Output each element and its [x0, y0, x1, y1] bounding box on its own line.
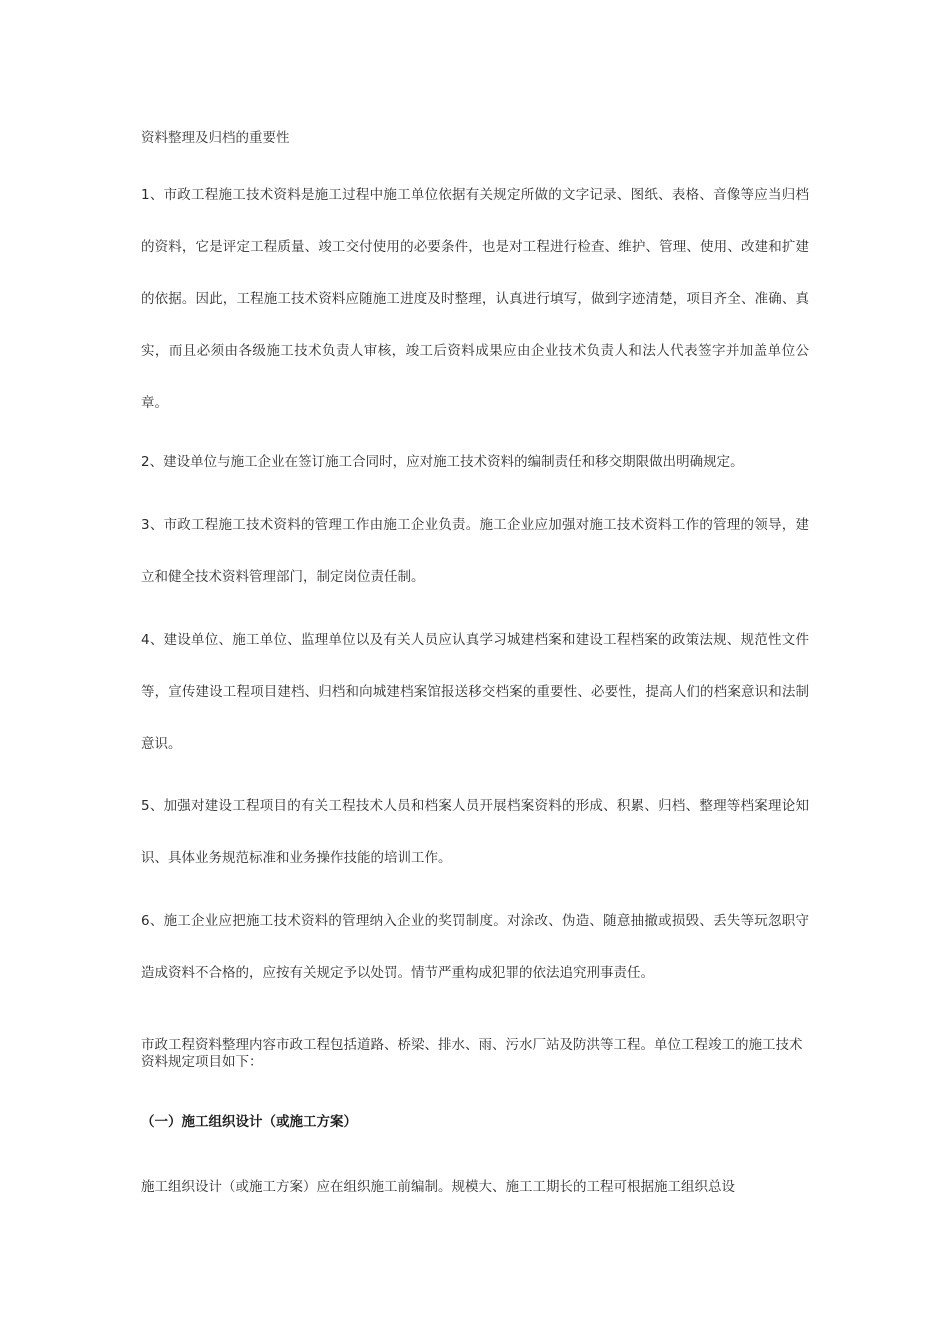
- document-title: 资料整理及归档的重要性: [141, 130, 290, 146]
- section-body: 施工组织设计（或施工方案）应在组织施工前编制。规模大、施工工期长的工程可根据施工组织总设: [141, 1179, 735, 1195]
- section-heading: （一）施工组织设计（或施工方案）: [141, 1114, 357, 1130]
- paragraph-item-1: 1、市政工程施工技术资料是施工过程中施工单位依据有关规定所做的文字记录、图纸、表格、音像等应当归档的资料，它是评定工程质量、竣工交付使用的必要条件，也是对工程进行检查、维护、管理、使用、改建和扩建的依据。因此，工程施工技术资料应随施工进度及时整理，认真进行填写，做到字迹清楚，项目齐全、准确、真实，而且必须由各级施工技术负责人审核，竣工后资料成果应由企业技术负责人和法人代表签字并加盖单位公章。: [141, 187, 809, 411]
- paragraph-item-3: 3、市政工程施工技术资料的管理工作由施工企业负责。施工企业应加强对施工技术资料工作的管理的领导，建立和健全技术资料管理部门，制定岗位责任制。: [141, 517, 809, 585]
- intro-paragraph: 市政工程资料整理内容市政工程包括道路、桥梁、排水、雨、污水厂站及防洪等工程。单位工程竣工的施工技术资料规定项目如下：: [141, 1037, 803, 1070]
- paragraph-item-6: 6、施工企业应把施工技术资料的管理纳入企业的奖罚制度。对涂改、伪造、随意抽撤或损毁、丢失等玩忽职守造成资料不合格的，应按有关规定予以处罚。情节严重构成犯罪的依法追究刑事责任。: [141, 913, 809, 981]
- paragraph-item-5: 5、加强对建设工程项目的有关工程技术人员和档案人员开展档案资料的形成、积累、归档、整理等档案理论知识、具体业务规范标准和业务操作技能的培训工作。: [141, 798, 809, 866]
- paragraph-item-2: 2、建设单位与施工企业在签订施工合同时，应对施工技术资料的编制责任和移交期限做出明确规定。: [141, 454, 744, 470]
- paragraph-item-4: 4、建设单位、施工单位、监理单位以及有关人员应认真学习城建档案和建设工程档案的政策法规、规范性文件等，宣传建设工程项目建档、归档和向城建档案馆报送移交档案的重要性、必要性，提高人们的档案意识和法制意识。: [141, 632, 809, 752]
